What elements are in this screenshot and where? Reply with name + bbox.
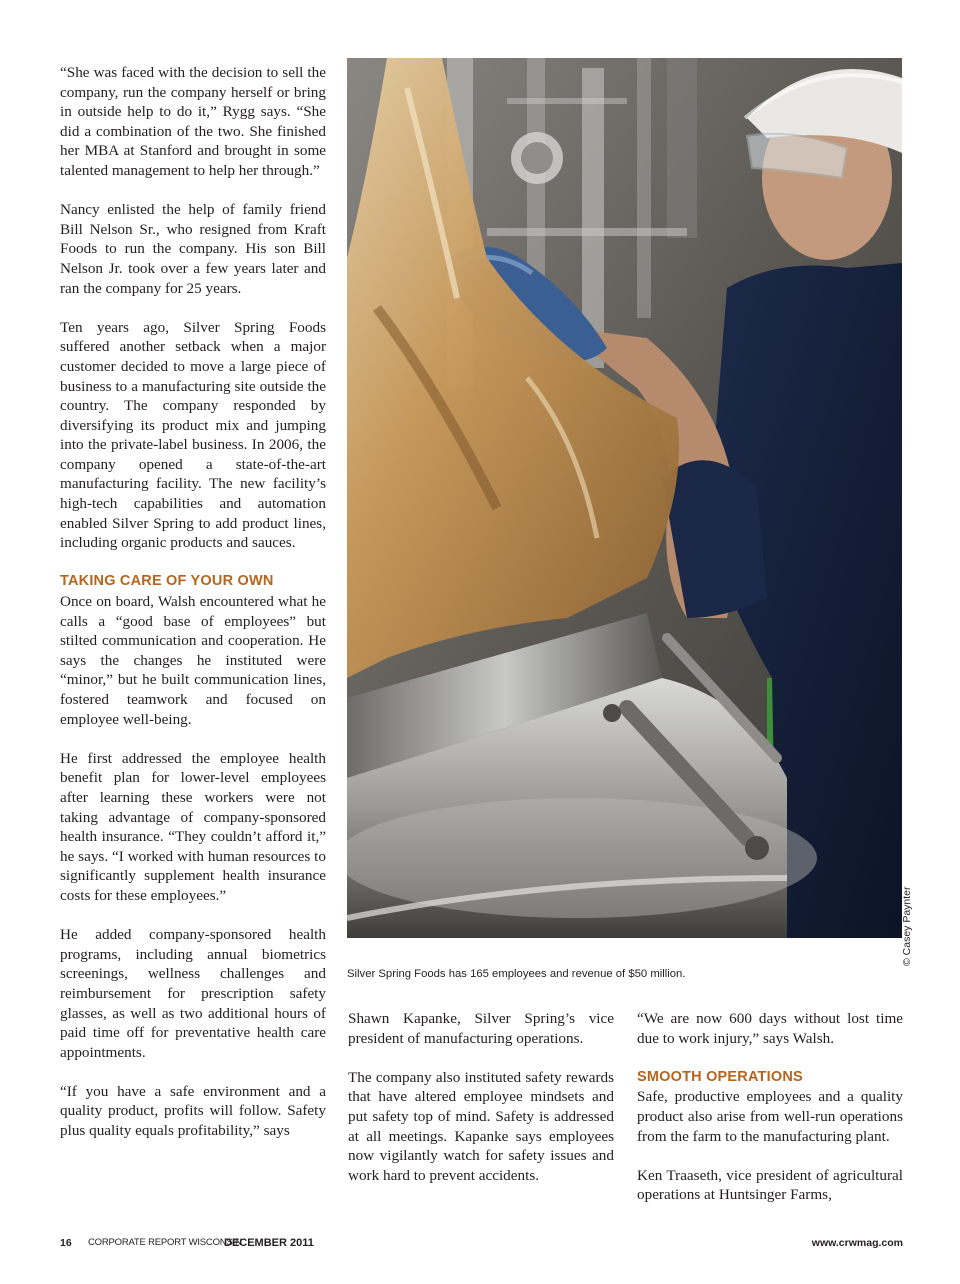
article-paragraph: Ken Traaseth, vice president of agricultural operations at Huntsinger Farms, [637, 1166, 903, 1204]
article-paragraph: He first addressed the employee health benefit plan for lower-level employees after learning these workers were not taking advantage of company-sponsored health insurance. “They couldn’t afford it,” he says. “I worked with human resources to significantly supplement health insurance costs for these employees.” [60, 749, 326, 904]
article-paragraph: “If you have a safe environment and a quality product, profits will follow. Safety plus quality equals profitability,” says [60, 1082, 326, 1140]
photo-caption: Silver Spring Foods has 165 employees and revenue of $50 million. [347, 968, 686, 980]
middle-article-column [348, 1009, 614, 1205]
article-paragraph: “She was faced with the decision to sell the company, run the company herself or bring in outside help to do it,” Rygg says. “She did a combination of the two. She finished her MBA at Stanford and brought in some talented management to help her through.” [60, 64, 326, 179]
article-paragraph: He added company-sponsored health programs, including annual biometrics screenings, wellness challenges and reimbursement for prescription safety glasses, as well as two additional hours of paid time off for preventative health care appointments. [60, 926, 326, 1061]
article-paragraph: Once on board, Walsh encountered what he calls a “good base of employees” but stilted communication and cooperation. He says the changes he instituted were “minor,” but he built communication lines, fostered teamwork and focused on employee well-being. [60, 593, 326, 728]
publication-name: CORPORATE REPORT WISCONSIN [88, 1237, 242, 1248]
article-paragraph: Nancy enlisted the help of family friend Bill Nelson Sr., who resigned from Kraft Foods to run the company. His son Bill Nelson Jr. took over a few years later and ran the company for 25 years. [60, 201, 326, 297]
section-subhead: SMOOTH OPERATIONS [637, 1068, 803, 1085]
photo-credit: © Casey Paynter [901, 886, 913, 966]
page-number: 16 [60, 1237, 72, 1249]
article-paragraph: The company also instituted safety rewards that have altered employee mindsets and put safety top of mind. Safety is addressed at all meetings. Kapanke says employees now vigilantly watch for safety issues and work hard to prevent accidents. [348, 1068, 614, 1184]
page-footer [60, 1237, 903, 1253]
article-paragraph: Safe, productive employees and a quality product also arise from well-run operations from the farm to the manufacturing plant. [637, 1088, 903, 1145]
factory-worker-photo [347, 58, 902, 938]
article-paragraph: Shawn Kapanke, Silver Spring’s vice president of manufacturing operations. [348, 1010, 614, 1047]
article-paragraph: “We are now 600 days without lost time due to work injury,” says Walsh. [637, 1010, 903, 1047]
article-paragraph: Ten years ago, Silver Spring Foods suffered another setback when a major customer decided to move a large piece of business to a manufacturing site outside the country. The company responded by diversifying its product mix and jumping into the private-label business. In 2006, the company opened a state-of-the-art manufacturing facility. The new facility’s high-tech capabilities and automation enabled Silver Spring to add product lines, including organic products and sauces. [60, 318, 326, 552]
issue-date: DECEMBER 2011 [224, 1237, 314, 1249]
right-article-column [637, 1009, 903, 1225]
left-article-column [60, 63, 326, 1160]
website-url: www.crwmag.com [811, 1237, 903, 1249]
section-subhead: TAKING CARE OF YOUR OWN [60, 573, 274, 590]
